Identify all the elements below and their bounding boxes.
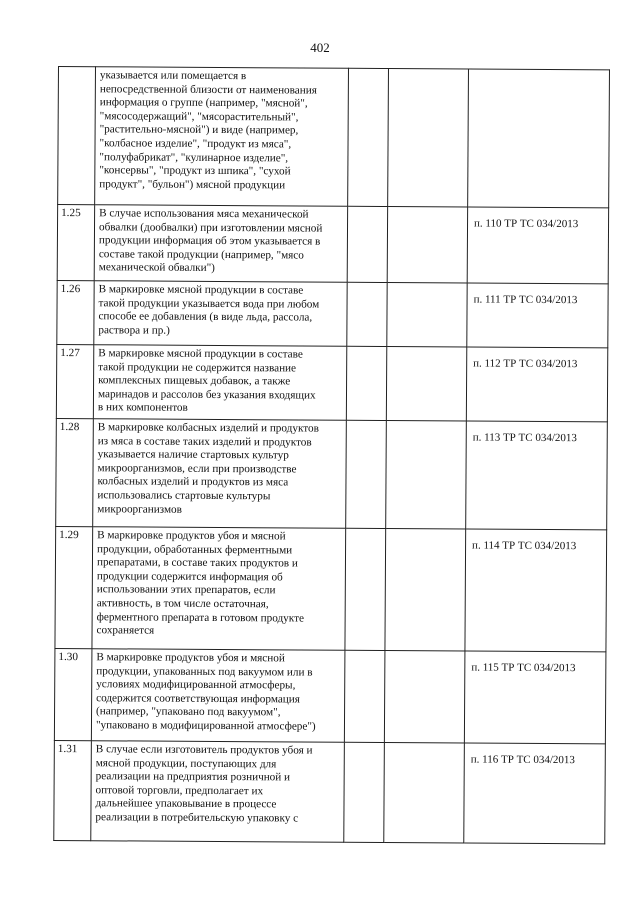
requirement-line: В маркировке продуктов убоя и мясной bbox=[97, 529, 286, 543]
requirement-line: В случае если изготовитель продуктов убоя и bbox=[95, 743, 313, 757]
empty-cell bbox=[346, 346, 386, 420]
regulation-reference: п. 111 ТР ТС 034/2013 bbox=[467, 283, 608, 348]
requirement-line: маринадов и рассолов без указания входящих bbox=[97, 388, 316, 402]
requirement-text bbox=[95, 67, 349, 207]
requirement-line: способе ее добавления (в виде льда, рассола, bbox=[98, 310, 313, 324]
requirement-line: составе такой продукции (например, "мясо bbox=[98, 248, 304, 262]
requirement-line: непосредственной близости от наименования bbox=[99, 82, 317, 97]
empty-cell bbox=[347, 206, 387, 282]
table-row bbox=[54, 648, 606, 743]
requirement-line: из мяса в составе таких изделий и продуктов bbox=[97, 434, 312, 449]
regulation-reference: п. 116 ТР ТС 034/2013 bbox=[464, 743, 606, 844]
empty-cell bbox=[387, 283, 467, 347]
empty-cell bbox=[388, 69, 469, 207]
requirement-line: в них компонентов bbox=[97, 401, 188, 415]
requirement-line: активность, в том числе остаточная, bbox=[96, 597, 269, 611]
requirement-line: информация о группе (например, "мясной", bbox=[99, 96, 308, 110]
regulation-reference: п. 114 ТР ТС 034/2013 bbox=[465, 529, 607, 652]
table-row bbox=[54, 740, 606, 843]
requirement-line: продукт", "бульон") мясной продукции bbox=[99, 178, 286, 192]
regulation-reference: п. 110 ТР ТС 034/2013 bbox=[467, 207, 608, 284]
requirement-line: условиях модифицированной атмосферы, bbox=[96, 678, 296, 692]
requirement-text bbox=[92, 527, 346, 651]
requirement-line: оптовой торговли, предполагает их bbox=[95, 784, 264, 798]
requirement-line: В маркировке продуктов убоя и мясной bbox=[96, 651, 285, 665]
empty-cell bbox=[385, 529, 466, 651]
empty-cell bbox=[346, 420, 387, 528]
table-row bbox=[56, 344, 607, 421]
table-row bbox=[58, 67, 610, 208]
requirement-text bbox=[94, 205, 347, 283]
item-number bbox=[58, 67, 96, 205]
requirement-line: механической обвалки") bbox=[98, 261, 215, 275]
requirement-line: препаратами, в составе таких продуктов и bbox=[96, 556, 298, 570]
requirement-line: такой продукции указывается вода при любом bbox=[98, 296, 320, 311]
requirement-line: "полуфабрикат", "кулинарное изделие", bbox=[99, 150, 289, 164]
requirement-line: мясной продукции, поступающих для bbox=[95, 756, 277, 770]
empty-cell bbox=[387, 207, 467, 283]
requirements-table bbox=[53, 66, 610, 844]
requirement-line: "растительно-мясной") и виде (например, bbox=[99, 123, 299, 137]
table-row bbox=[57, 205, 608, 284]
requirement-line: продукции, упакованных под вакуумом или в bbox=[96, 664, 313, 679]
item-number: 1.31 bbox=[54, 740, 92, 840]
requirement-line: микроорганизмов bbox=[97, 502, 182, 516]
regulation-reference bbox=[468, 69, 610, 208]
page-number: 402 bbox=[310, 40, 330, 55]
requirement-line: комплексных пищевых добавок, а также bbox=[98, 374, 291, 388]
requirement-text bbox=[94, 281, 347, 347]
item-number: 1.27 bbox=[56, 344, 93, 418]
requirement-line: В случае использования мяса механической bbox=[99, 207, 309, 221]
item-number: 1.25 bbox=[57, 205, 94, 281]
regulation-reference: п. 113 ТР ТС 034/2013 bbox=[466, 421, 608, 530]
requirement-line: обвалки (дообвалки) при изготовлении мясной bbox=[98, 220, 323, 235]
requirement-line: содержится соответствующая информация bbox=[96, 692, 300, 706]
empty-cell bbox=[386, 421, 467, 529]
regulation-reference: п. 112 ТР ТС 034/2013 bbox=[466, 347, 607, 422]
requirement-line: реализации в потребительскую упаковку с bbox=[95, 811, 299, 825]
requirement-line: ферментного препарата в готовом продукте bbox=[96, 610, 304, 625]
requirement-text bbox=[93, 419, 347, 529]
requirement-text bbox=[91, 741, 345, 843]
empty-cell bbox=[345, 528, 386, 650]
requirement-line: "консервы", "продукт из шпика", "сухой bbox=[99, 164, 291, 178]
requirement-line: дальнейшее упаковывание в процессе bbox=[95, 797, 277, 811]
requirement-text bbox=[91, 649, 345, 743]
table-row bbox=[56, 418, 608, 529]
requirement-line: раствора и пр.) bbox=[98, 324, 170, 337]
requirement-line: "колбасное изделие", "продукт из мяса", bbox=[99, 137, 292, 151]
table-row bbox=[57, 280, 608, 347]
item-number: 1.29 bbox=[55, 526, 93, 648]
requirement-line: колбасных изделий и продуктов из мяса bbox=[97, 475, 289, 489]
empty-cell bbox=[384, 651, 465, 743]
requirement-line: микроорганизмов, если при производстве bbox=[97, 462, 297, 476]
requirement-line: указывается наличие стартовых культур bbox=[97, 448, 289, 462]
requirement-line: (например, "упаковано под вакуумом", bbox=[96, 705, 281, 719]
requirement-line: "мясосодержащий", "мясорастительный", bbox=[99, 110, 299, 124]
item-number: 1.30 bbox=[54, 648, 92, 740]
requirement-line: продукции информация об этом указывается в bbox=[98, 234, 321, 248]
table-row bbox=[55, 526, 607, 651]
item-number: 1.28 bbox=[56, 418, 94, 526]
empty-cell bbox=[386, 347, 466, 421]
requirement-text bbox=[93, 345, 346, 421]
empty-cell bbox=[347, 282, 387, 346]
requirement-line: В маркировке мясной продукции в составе bbox=[98, 347, 303, 361]
empty-cell bbox=[344, 742, 385, 842]
requirement-line: такой продукции не содержится название bbox=[98, 360, 297, 375]
requirement-line: указывается или помещается в bbox=[99, 69, 247, 83]
empty-cell bbox=[348, 68, 389, 206]
requirement-line: использовались стартовые культуры bbox=[97, 489, 271, 503]
item-number: 1.26 bbox=[57, 280, 94, 344]
requirement-line: продукции, обработанных ферментными bbox=[97, 542, 293, 557]
requirement-line: В маркировке колбасных изделий и продуктов bbox=[97, 421, 319, 435]
requirement-line: сохраняется bbox=[96, 624, 155, 637]
requirement-line: реализации на предприятия розничной и bbox=[95, 770, 291, 784]
empty-cell bbox=[344, 650, 385, 742]
requirement-line: "упаковано в модифицированной атмосфере") bbox=[95, 719, 316, 733]
requirement-line: В маркировке мясной продукции в составе bbox=[98, 283, 304, 297]
requirement-line: продукции содержится информация об bbox=[96, 570, 283, 584]
requirement-line: использовании этих препаратов, если bbox=[96, 583, 276, 597]
regulation-reference: п. 115 ТР ТС 034/2013 bbox=[464, 651, 606, 744]
empty-cell bbox=[384, 743, 465, 843]
